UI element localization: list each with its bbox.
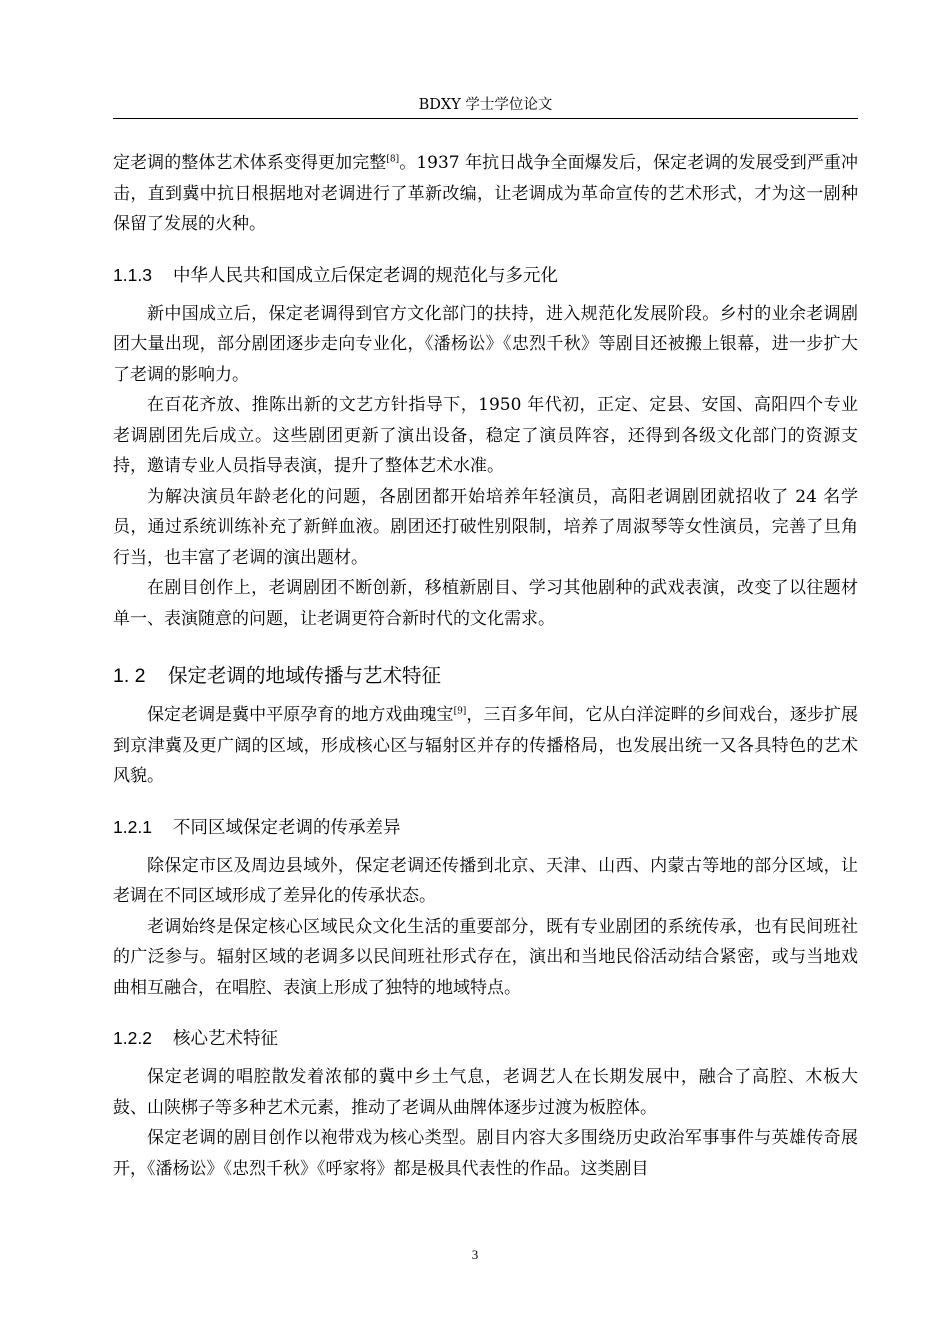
section-number: 1.1.3 bbox=[113, 264, 152, 285]
section-title: 中华人民共和国成立后保定老调的规范化与多元化 bbox=[173, 265, 558, 286]
paragraph: 新中国成立后，保定老调得到官方文化部门的扶持，进入规范化发展阶段。乡村的业余老调剧团大量出现，部分剧团逐步走向专业化，《潘杨讼》《忠烈千秋》等剧目还被搬上银幕，进一步扩大了老调的影响力。 bbox=[113, 303, 858, 385]
paragraph: 定老调的整体艺术体系变得更加完整[8]。1937 年抗日战争全面爆发后，保定老调的发展受到严重冲击，直到冀中抗日根据地对老调进行了革新改编，让老调成为革命宣传的艺术形式，才为这一剧种保留了发展的火种。 bbox=[113, 153, 859, 234]
section-title: 保定老调的地域传播与艺术特征 bbox=[168, 664, 442, 687]
paragraph: 除保定市区及周边县域外，保定老调还传播到北京、天津、山西、内蒙古等地的部分区域，让老调在不同区域形成了差异化的传承状态。 bbox=[113, 855, 858, 906]
paragraph: 保定老调是冀中平原孕育的地方戏曲瑰宝[9]，三百多年间，它从白洋淀畔的乡间戏台，逐步扩展到京津冀及更广阔的区域，形成核心区与辐射区并存的传播格局，也发展出统一又各具特色的艺术风貌。 bbox=[113, 705, 859, 786]
header-rule bbox=[113, 118, 858, 119]
paragraph: 保定老调的唱腔散发着浓郁的冀中乡土气息，老调艺人在长期发展中，融合了高腔、木板大鼓、山陕梆子等多种艺术元素，推动了老调从曲牌体逐步过渡为板腔体。 bbox=[113, 1067, 858, 1118]
section-title: 不同区域保定老调的传承差异 bbox=[173, 817, 401, 838]
paragraph: 在剧目创作上，老调剧团不断创新，移植新剧目、学习其他剧种的武戏表演，改变了以往题材单一、表演随意的问题，让老调更符合新时代的文化需求。 bbox=[113, 578, 858, 629]
paragraph: 老调始终是保定核心区域民众文化生活的重要部分，既有专业剧团的系统传承，也有民间班社的广泛参与。辐射区域的老调多以民间班社形式存在，演出和当地民俗活动结合紧密，或与当地戏曲相互融合，在唱腔、表演上形成了独特的地域特点。 bbox=[113, 916, 858, 998]
paragraph: 在百花齐放、推陈出新的文艺方针指导下，1950 年代初，正定、定县、安国、高阳四个专业老调剧团先后成立。这些剧团更新了演出设备，稳定了演员阵容，还得到各级文化部门的资源支持，邀请专业人员指导表演，提升了整体艺术水准。 bbox=[113, 395, 858, 476]
section-number: 1.2.1 bbox=[113, 816, 152, 837]
paragraph: 保定老调的剧目创作以袍带戏为核心类型。剧目内容大多围绕历史政治军事事件与英雄传奇展开，《潘杨讼》《忠烈千秋》《呼家将》都是极具代表性的作品。这类剧目 bbox=[113, 1128, 858, 1179]
section-title: 核心艺术特征 bbox=[173, 1029, 278, 1049]
section-heading bbox=[113, 260, 858, 291]
page-number: 3 bbox=[471, 1247, 479, 1262]
running-header: BDXY 学士学位论文 bbox=[418, 97, 553, 113]
paragraph: 为解决演员年龄老化的问题，各剧团都开始培养年轻演员，高阳老调剧团就招收了 24 名学员，通过系统训练补充了新鲜血液。剧团还打破性别限制，培养了周淑琴等女性演员，完善了旦角行当，也丰富了老调的演出题材。 bbox=[113, 486, 858, 568]
chapter-section-heading bbox=[113, 660, 858, 692]
section-heading bbox=[113, 812, 858, 843]
section-heading bbox=[113, 1023, 858, 1054]
citation: [9] bbox=[453, 706, 467, 717]
citation: [8] bbox=[386, 154, 400, 165]
body-content bbox=[113, 148, 858, 1184]
section-number: 1.2.2 bbox=[113, 1028, 152, 1048]
section-number: 1. 2 bbox=[113, 665, 146, 687]
